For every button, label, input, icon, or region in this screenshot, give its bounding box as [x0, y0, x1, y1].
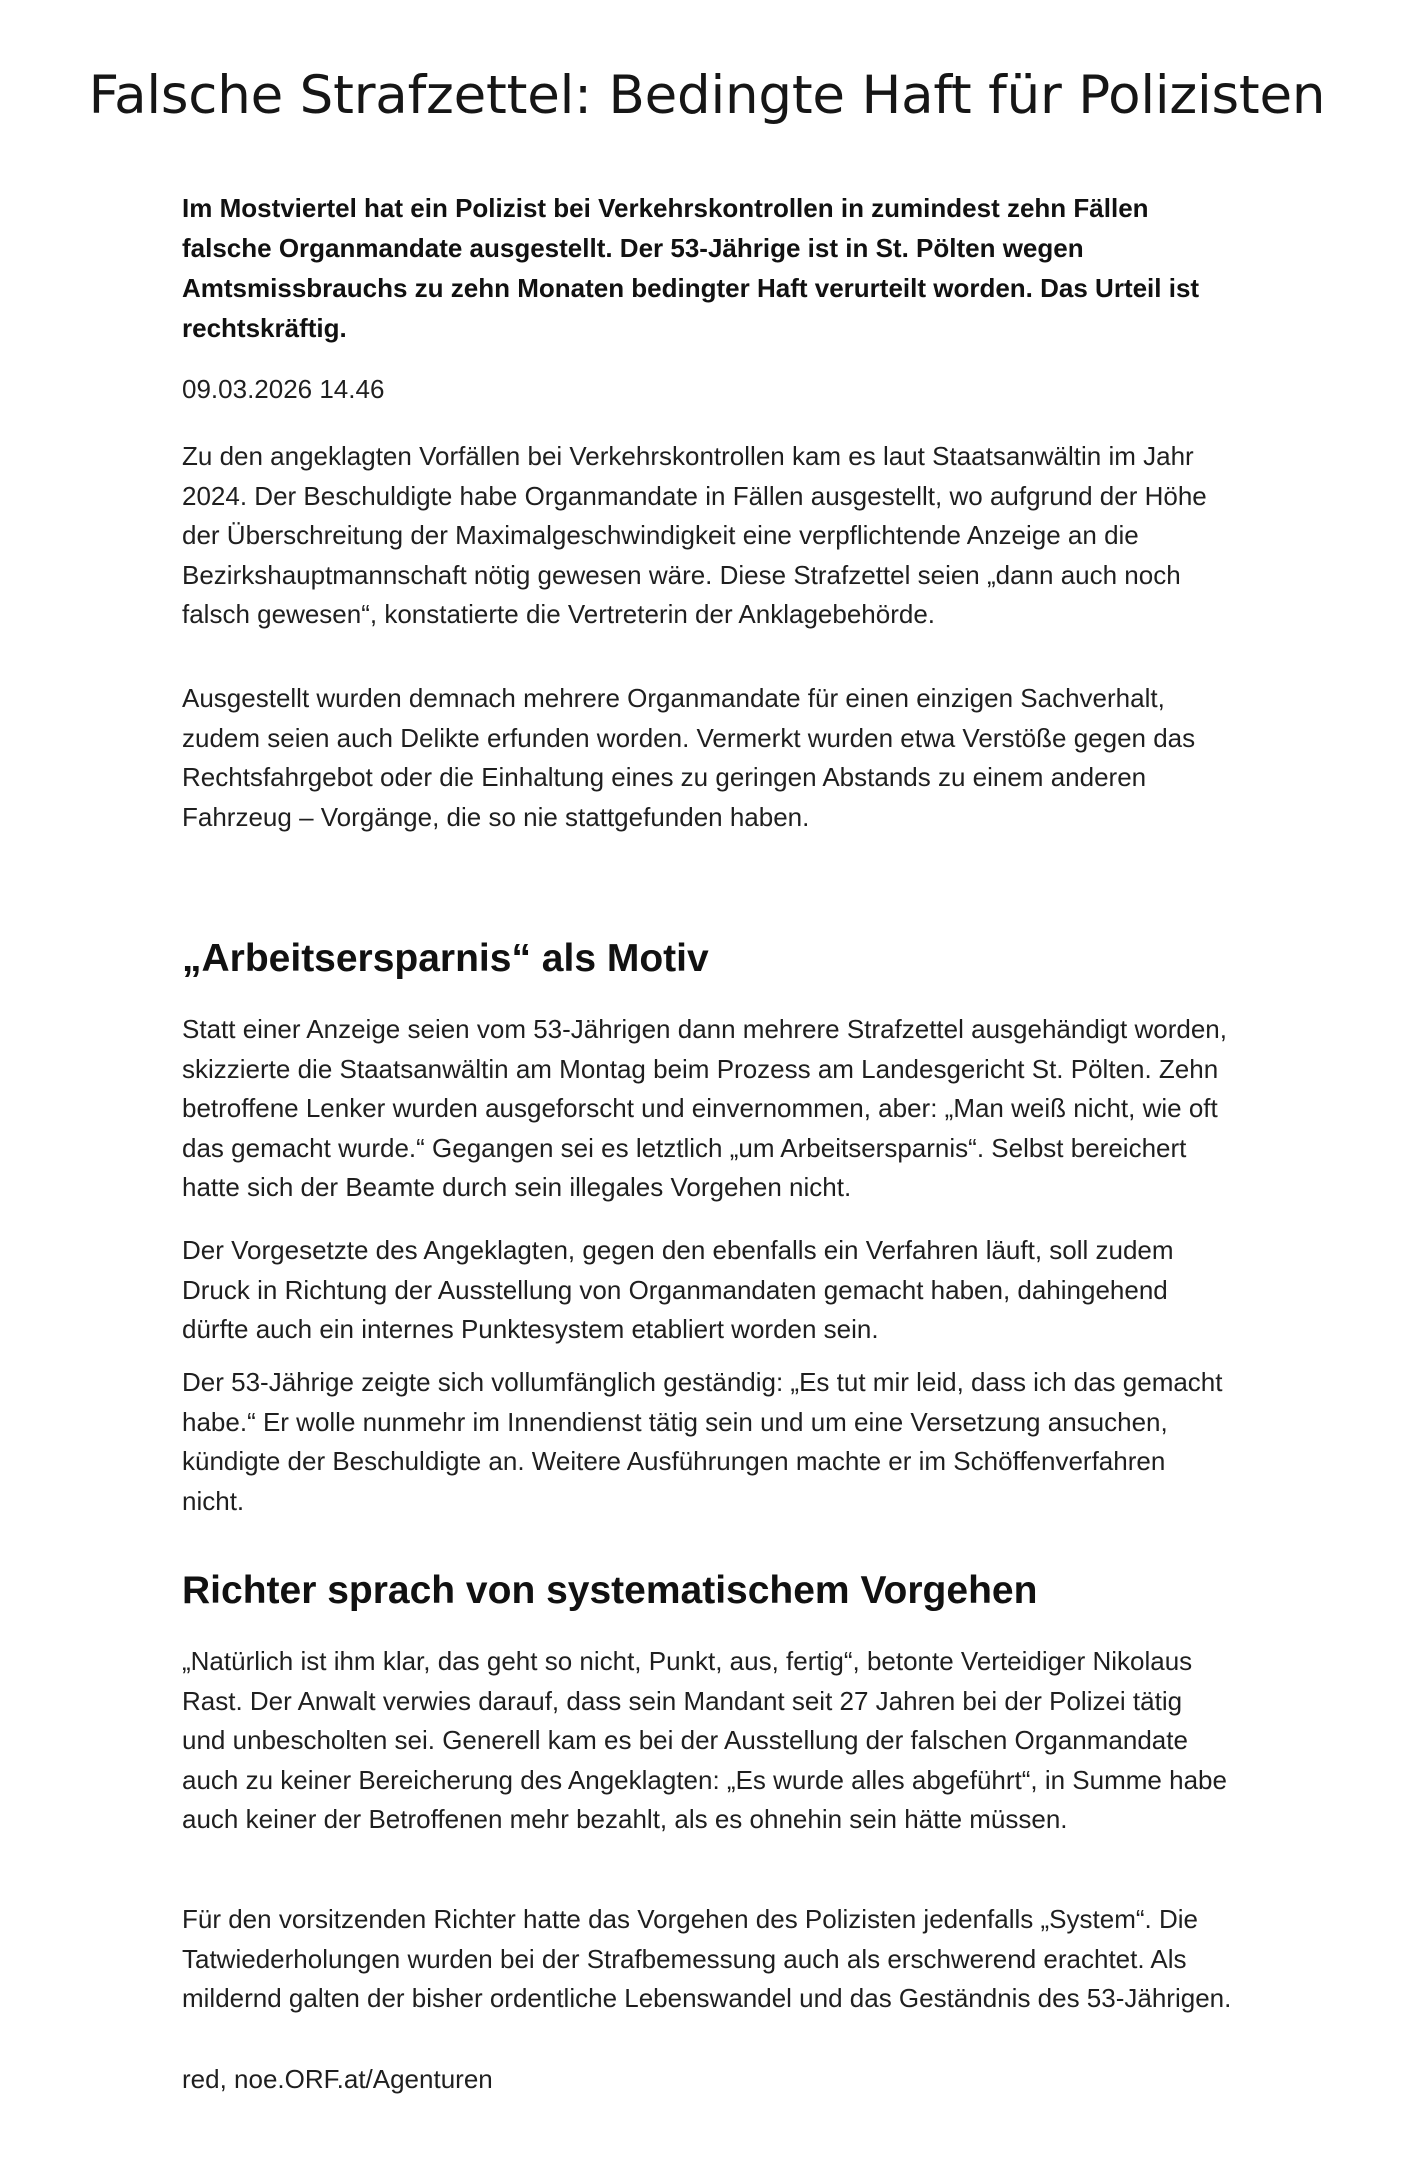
- section-heading-richter: Richter sprach von systematischem Vorgehen: [182, 1569, 1038, 1612]
- paragraph-motiv-3: Der 53-Jährige zeigte sich vollumfänglich geständig: „Es tut mir leid, dass ich das gemacht habe.“ Er wolle nunmehr im Innendienst tätig sein und um eine Versetzung ansuchen, kündigte der Beschuldigte an. Weitere Ausführungen machte er im Schöffenverfahren nicht.: [182, 1367, 1223, 1516]
- paragraph-motiv-1: Statt einer Anzeige seien vom 53-Jährigen dann mehrere Strafzettel ausgehändigt worden, skizzierte die Staatsanwältin am Montag beim Prozess am Landesgericht St. Pölten. Zehn betroffene Lenker wurden ausgeforscht und einvernommen, aber: „Man weiß nicht, wie oft das gemacht wurde.“ Gegangen sei es letztlich „um Arbeitsersparnis“. Selbst bereichert hatte sich der Beamte durch sein illegales Vorgehen nicht.: [182, 1014, 1227, 1202]
- paragraph-richter-1: „Natürlich ist ihm klar, das geht so nicht, Punkt, aus, fertig“, betonte Verteidiger Nikolaus Rast. Der Anwalt verwies darauf, dass sein Mandant seit 27 Jahren bei der Polizei tätig und unbescholten sei. Generell kam es bei der Ausstellung der falschen Organmandate auch zu keiner Bereicherung des Angeklagten: „Es wurde alles abgeführt“, in Summe habe auch keiner der Betroffenen mehr bezahlt, als es ohnehin sein hätte müssen.: [182, 1646, 1227, 1834]
- paragraph-richter-2: Für den vorsitzenden Richter hatte das Vorgehen des Polizisten jedenfalls „System“. Die Tatwiederholungen wurden bei der Strafbemessung auch als erschwerend erachtet. Als mildernd galten der bisher ordentliche Lebenswandel und das Geständnis des 53-Jährigen.: [182, 1904, 1232, 2013]
- article-date: 09.03.2026 14.46: [182, 374, 385, 404]
- article-lead: Im Mostviertel hat ein Polizist bei Verkehrskontrollen in zumindest zehn Fällen falsche Organmandate ausgestellt. Der 53-Jährige ist in St. Pölten wegen Amtsmissbrauchs zu zehn Monaten bedingter Haft verurteilt worden. Das Urteil ist rechtskräftig.: [182, 193, 1200, 343]
- paragraph-intro-1: Zu den angeklagten Vorfällen bei Verkehrskontrollen kam es laut Staatsanwältin im Jahr 2024. Der Beschuldigte habe Organmandate in Fällen ausgestellt, wo aufgrund der Höhe der Überschreitung der Maximalgeschwindigkeit eine verpflichtende Anzeige an die Bezirkshauptmannschaft nötig gewesen wäre. Diese Strafzettel seien „dann auch noch falsch gewesen“, konstatierte die Vertreterin der Anklagebehörde.: [182, 441, 1207, 629]
- paragraph-motiv-2: Der Vorgesetzte des Angeklagten, gegen den ebenfalls ein Verfahren läuft, soll zudem Druck in Richtung der Ausstellung von Organmandaten gemacht haben, dahingehend dürfte auch ein internes Punktesystem etabliert worden sein.: [182, 1235, 1174, 1344]
- article-source: red, noe.ORF.at/Agenturen: [182, 2064, 493, 2094]
- section-heading-motiv: „Arbeitsersparnis“ als Motiv: [182, 937, 709, 980]
- page-title: Falsche Strafzettel: Bedingte Haft für Polizisten: [88, 65, 1326, 126]
- paragraph-intro-2: Ausgestellt wurden demnach mehrere Organmandate für einen einzigen Sachverhalt, zudem seien auch Delikte erfunden worden. Vermerkt wurden etwa Verstöße gegen das Rechtsfahrgebot oder die Einhaltung eines zu geringen Abstands zu einem anderen Fahrzeug – Vorgänge, die so nie stattgefunden haben.: [182, 683, 1196, 832]
